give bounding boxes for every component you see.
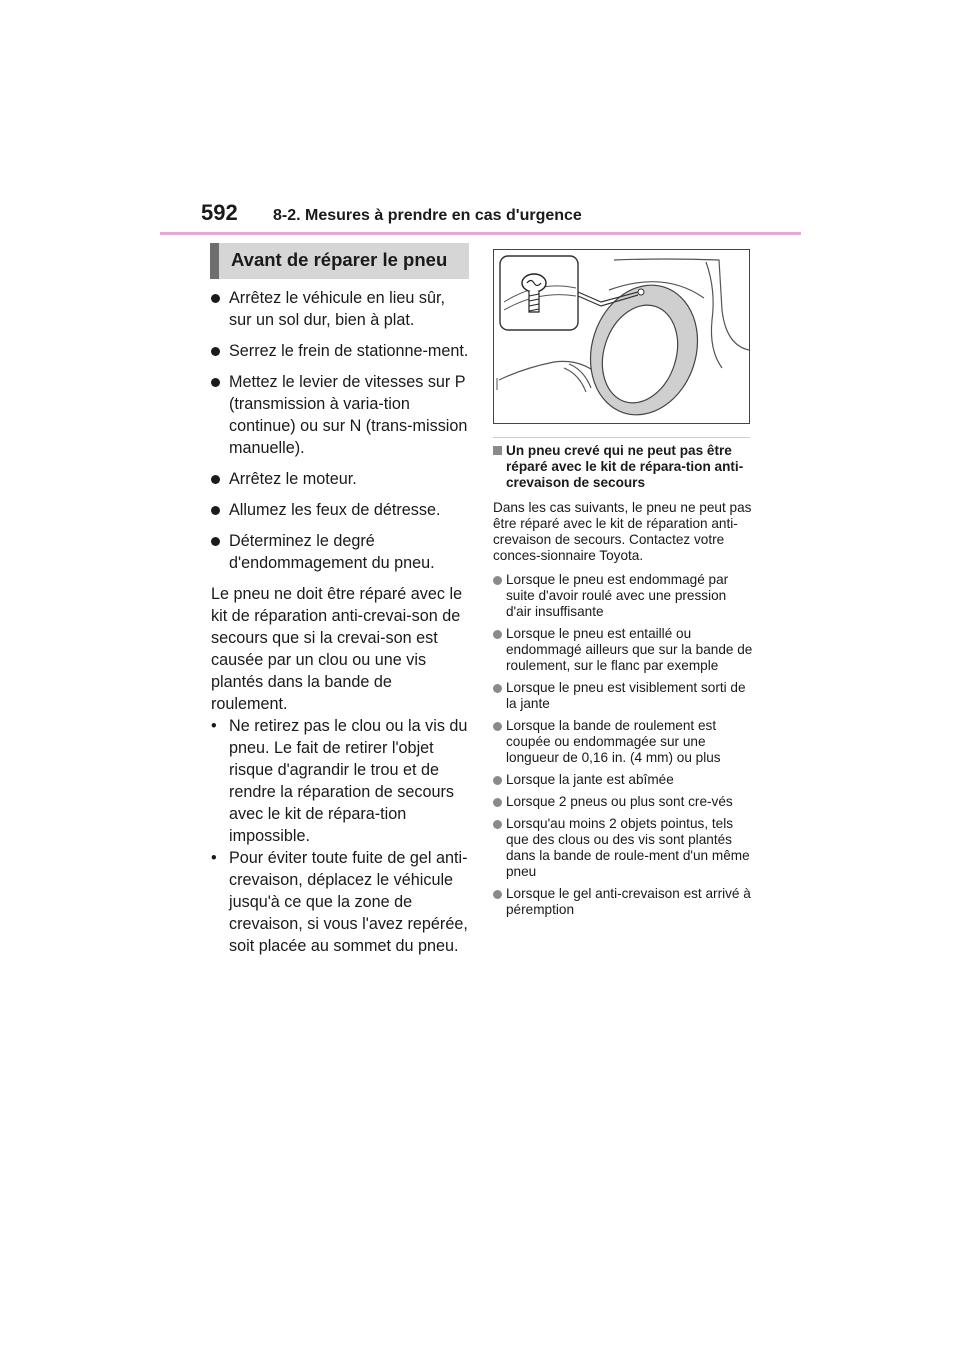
list-item-text: Lorsque la bande de roulement est coupée ou endommagée sur une longueur de 0,16 in. (4 mm) ou plus	[506, 718, 721, 765]
bullet-dot-icon	[211, 347, 220, 356]
circle-bullet-icon	[493, 776, 502, 785]
list-item-text: Lorsque le pneu est entaillé ou endommagé ailleurs que sur la bande de roulement, sur le flanc par exemple	[506, 626, 753, 673]
list-item	[493, 772, 753, 788]
tire-with-screw-illustration-icon	[494, 250, 749, 423]
circle-bullet-icon	[493, 722, 502, 731]
bullet-dot-icon	[211, 537, 220, 546]
note-title: Un pneu crevé qui ne peut pas être réparé avec le kit de répara-tion anti-crevaison de secours	[506, 443, 744, 490]
section-heading: Avant de réparer le pneu	[231, 249, 448, 270]
bullet-text: Allumez les feux de détresse.	[229, 501, 441, 519]
circle-bullet-icon	[493, 820, 502, 829]
list-item	[493, 816, 753, 880]
list-item-text: Lorsque la jante est abîmée	[506, 772, 674, 787]
sub-item-text: Pour éviter toute fuite de gel anti-crevaison, déplacez le véhicule jusqu'à ce que la zone de crevaison, si vous l'avez repérée, soit placée au sommet du pneu.	[229, 849, 468, 955]
list-item-text: Lorsque le pneu est visiblement sorti de la jante	[506, 680, 746, 711]
circle-bullet-icon	[493, 630, 502, 639]
bullet-text: Mettez le levier de vitesses sur P (transmission à varia-tion continue) ou sur N (trans-mission manuelle).	[229, 373, 468, 457]
bullet-item	[211, 468, 469, 490]
bullet-item	[211, 340, 469, 362]
bullet-text: Serrez le frein de stationne-ment.	[229, 342, 469, 360]
bullet-text: Arrêtez le moteur.	[229, 470, 357, 488]
section-heading-box	[210, 243, 469, 279]
circle-bullet-icon	[493, 798, 502, 807]
bullet-dot-icon	[211, 294, 220, 303]
sub-bullet-mark: •	[211, 717, 217, 735]
list-item	[493, 718, 753, 766]
section-title: 8-2. Mesures à prendre en cas d'urgence	[273, 207, 582, 224]
header-divider	[160, 232, 801, 235]
figure-divider	[493, 437, 750, 438]
list-item	[493, 680, 753, 712]
list-item-text: Lorsqu'au moins 2 objets pointus, tels que des clous ou des vis sont plantés dans la bande de roule-ment d'un même pneu	[506, 816, 750, 879]
list-item-text: Lorsque le gel anti-crevaison est arrivé à péremption	[506, 886, 751, 917]
bullet-item	[211, 371, 469, 459]
page-number: 592	[201, 200, 238, 225]
square-bullet-icon	[493, 446, 502, 455]
list-item	[493, 886, 753, 918]
repair-paragraph: Le pneu ne doit être réparé avec le kit de réparation anti-crevai-son de secours que si la crevai-son est causée par un clou ou une vis plantés dans la bande de roulement.	[211, 585, 463, 713]
sub-item	[211, 847, 469, 957]
bullet-dot-icon	[211, 506, 220, 515]
tire-illustration	[493, 249, 750, 424]
note-intro: Dans les cas suivants, le pneu ne peut pas être réparé avec le kit de réparation anti-crevaison de secours. Contactez votre conces-sionnaire Toyota.	[493, 500, 752, 563]
right-column	[493, 443, 753, 924]
left-column	[211, 287, 469, 957]
sub-item	[211, 715, 469, 847]
circle-bullet-icon	[493, 576, 502, 585]
list-item	[493, 794, 753, 810]
note-heading	[493, 443, 753, 491]
bullet-item	[211, 499, 469, 521]
sub-bullet-mark: •	[211, 849, 217, 867]
bullet-item	[211, 287, 469, 331]
circle-bullet-icon	[493, 684, 502, 693]
list-item-text: Lorsque 2 pneus ou plus sont cre-vés	[506, 794, 733, 809]
circle-bullet-icon	[493, 890, 502, 899]
bullet-dot-icon	[211, 475, 220, 484]
bullet-text: Déterminez le degré d'endommagement du pneu.	[229, 532, 435, 572]
list-item	[493, 572, 753, 620]
list-item-text: Lorsque le pneu est endommagé par suite d'avoir roulé avec une pression d'air insuffisante	[506, 572, 729, 619]
sub-item-text: Ne retirez pas le clou ou la vis du pneu. Le fait de retirer l'objet risque d'agrandir le trou et de rendre la réparation de secours avec le kit de répara-tion impossible.	[229, 717, 468, 845]
list-item	[493, 626, 753, 674]
bullet-item	[211, 530, 469, 574]
bullet-text: Arrêtez le véhicule en lieu sûr, sur un sol dur, bien à plat.	[229, 289, 445, 329]
bullet-dot-icon	[211, 378, 220, 387]
